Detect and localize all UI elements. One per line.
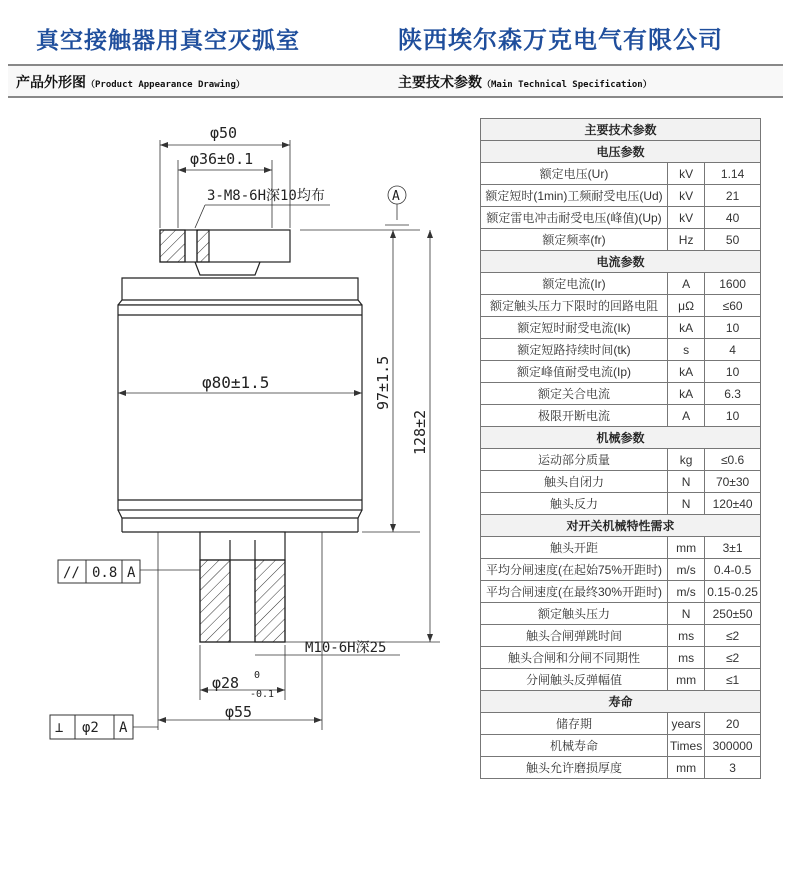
spec-row: [481, 361, 761, 383]
spec-param: 额定频率(fr): [481, 229, 668, 251]
spec-value: 4: [705, 339, 761, 361]
spec-row: [481, 229, 761, 251]
dim-97: 97±1.5: [374, 355, 392, 410]
spec-param: 触头允许磨损厚度: [481, 757, 668, 779]
spec-param: 触头开距: [481, 537, 668, 559]
dim-d28-lower: -0.1: [250, 689, 275, 700]
spec-row: [481, 757, 761, 779]
dim-128: 128±2: [411, 409, 429, 455]
spec-value: 21: [705, 185, 761, 207]
top-flange-hatch-left: [160, 230, 185, 262]
spec-value: ≤2: [705, 625, 761, 647]
thread-bottom: M10-6H深25: [305, 640, 387, 656]
spec-unit: kV: [668, 207, 705, 229]
spec-group-header: [481, 427, 761, 449]
spec-param: 额定短时(1min)工频耐受电压(Ud): [481, 185, 668, 207]
spec-param: 额定峰值耐受电流(Ip): [481, 361, 668, 383]
dim-d28: φ28: [212, 674, 240, 692]
spec-unit: mm: [668, 537, 705, 559]
tol-perp-datum: A: [119, 720, 128, 736]
spec-row: [481, 405, 761, 427]
spec-value: 300000: [705, 735, 761, 757]
dim-d50: φ50: [210, 124, 238, 142]
spec-group-header: [481, 515, 761, 537]
spec-unit: kV: [668, 185, 705, 207]
page-title: 真空接触器用真空灭弧室: [36, 28, 300, 54]
tol-perp-symbol: ⊥: [55, 720, 64, 736]
spec-unit: N: [668, 603, 705, 625]
spec-row: [481, 273, 761, 295]
spec-table: [480, 118, 761, 779]
spec-param: 平均分闸速度(在起始75%开距时): [481, 559, 668, 581]
spec-row: [481, 669, 761, 691]
dim-d80: φ80±1.5: [202, 373, 270, 392]
spec-param: 分闸触头反弹幅值: [481, 669, 668, 691]
spec-table-title-row: [481, 119, 761, 141]
bottom-stem-hatch-right: [255, 560, 285, 642]
spec-row: [481, 207, 761, 229]
spec-row: [481, 317, 761, 339]
spec-param: 额定触头压力下限时的回路电阻: [481, 295, 668, 317]
spec-group-name: 电流参数: [481, 251, 761, 273]
dim-d55: φ55: [225, 703, 253, 721]
spec-value: 3±1: [705, 537, 761, 559]
spec-group-header: [481, 691, 761, 713]
spec-group-name: 寿命: [481, 691, 761, 713]
spec-unit: ms: [668, 625, 705, 647]
spec-value: 0.4-0.5: [705, 559, 761, 581]
spec-param: 运动部分质量: [481, 449, 668, 471]
spec-value: ≤1: [705, 669, 761, 691]
spec-row: [481, 537, 761, 559]
spec-row: [481, 625, 761, 647]
spec-param: 额定电压(Ur): [481, 163, 668, 185]
spec-param: 额定短路持续时间(tk): [481, 339, 668, 361]
spec-unit: N: [668, 471, 705, 493]
spec-param: 触头自闭力: [481, 471, 668, 493]
spec-value: 120±40: [705, 493, 761, 515]
spec-unit: mm: [668, 669, 705, 691]
spec-row: [481, 647, 761, 669]
drawing-section-title: [16, 72, 245, 92]
company-name: 陕西埃尔森万克电气有限公司: [398, 26, 723, 54]
tol-parallel-value: 0.8: [92, 565, 118, 581]
spec-row: [481, 581, 761, 603]
spec-value: ≤60: [705, 295, 761, 317]
spec-group-name: 电压参数: [481, 141, 761, 163]
spec-unit: kA: [668, 383, 705, 405]
spec-param: 极限开断电流: [481, 405, 668, 427]
spec-param: 额定雷电冲击耐受电压(峰值)(Up): [481, 207, 668, 229]
spec-value: 250±50: [705, 603, 761, 625]
spec-value: 6.3: [705, 383, 761, 405]
spec-value: 20: [705, 713, 761, 735]
spec-param: 触头合闸和分闸不同期性: [481, 647, 668, 669]
spec-value: 1.14: [705, 163, 761, 185]
spec-group-name: 机械参数: [481, 427, 761, 449]
spec-value: 50: [705, 229, 761, 251]
top-flange-hatch-right: [197, 230, 209, 262]
bottom-shoulder: [118, 510, 362, 518]
tol-parallel-datum: A: [127, 565, 136, 581]
spec-row: [481, 339, 761, 361]
spec-unit: μΩ: [668, 295, 705, 317]
spec-row: [481, 493, 761, 515]
spec-row: [481, 603, 761, 625]
spec-param: 触头反力: [481, 493, 668, 515]
drawing-section-title-cn: 产品外形图: [16, 75, 86, 91]
spec-value: 40: [705, 207, 761, 229]
spec-group-header: [481, 251, 761, 273]
spec-unit: years: [668, 713, 705, 735]
spec-row: [481, 295, 761, 317]
spec-param: 平均合闸速度(在最终30%开距时): [481, 581, 668, 603]
spec-unit: m/s: [668, 559, 705, 581]
spec-unit: kV: [668, 163, 705, 185]
spec-row: [481, 163, 761, 185]
spec-unit: m/s: [668, 581, 705, 603]
spec-unit: s: [668, 339, 705, 361]
spec-param: 机械寿命: [481, 735, 668, 757]
spec-unit: N: [668, 493, 705, 515]
spec-row: [481, 559, 761, 581]
spec-value: 0.15-0.25: [705, 581, 761, 603]
spec-section-title-en: （Main Technical Specification）: [482, 80, 652, 90]
spec-unit: Times: [668, 735, 705, 757]
dim-d28-upper: 0: [254, 670, 261, 681]
parallel-tolerance-frame: [58, 560, 140, 583]
spec-unit: A: [668, 273, 705, 295]
datum-a: A: [392, 189, 400, 204]
spec-group-name: 对开关机械特性需求: [481, 515, 761, 537]
spec-value: 3: [705, 757, 761, 779]
spec-unit: Hz: [668, 229, 705, 251]
spec-value: ≤0.6: [705, 449, 761, 471]
spec-group-header: [481, 141, 761, 163]
dim-d36: φ36±0.1: [190, 150, 254, 168]
spec-value: ≤2: [705, 647, 761, 669]
bottom-stem-hatch-left: [200, 560, 230, 642]
tol-perp-value: φ2: [82, 720, 99, 736]
spec-value: 70±30: [705, 471, 761, 493]
spec-param: 额定电流(Ir): [481, 273, 668, 295]
spec-value: 1600: [705, 273, 761, 295]
spec-param: 储存期: [481, 713, 668, 735]
spec-unit: kg: [668, 449, 705, 471]
thread-top: 3-M8-6H深10均布: [207, 188, 325, 204]
spec-param: 额定短时耐受电流(Ik): [481, 317, 668, 339]
spec-section-title: [398, 72, 652, 92]
spec-param: 额定触头压力: [481, 603, 668, 625]
spec-section-title-cn: 主要技术参数: [398, 75, 482, 91]
spec-unit: A: [668, 405, 705, 427]
spec-row: [481, 735, 761, 757]
perp-tolerance-frame: [50, 715, 133, 739]
tol-parallel-symbol: //: [63, 565, 80, 581]
spec-row: [481, 449, 761, 471]
appearance-drawing: [0, 100, 470, 760]
spec-unit: ms: [668, 647, 705, 669]
spec-param: 触头合闸弹跳时间: [481, 625, 668, 647]
top-shoulder: [122, 278, 358, 300]
top-neck: [195, 262, 260, 275]
spec-unit: kA: [668, 317, 705, 339]
spec-table-title: 主要技术参数: [481, 119, 761, 141]
spec-row: [481, 471, 761, 493]
spec-value: 10: [705, 405, 761, 427]
section-header-bar: [8, 64, 783, 98]
spec-row: [481, 383, 761, 405]
spec-row: [481, 185, 761, 207]
spec-param: 额定关合电流: [481, 383, 668, 405]
main-body: [118, 305, 362, 510]
spec-value: 10: [705, 361, 761, 383]
spec-unit: kA: [668, 361, 705, 383]
spec-unit: mm: [668, 757, 705, 779]
spec-value: 10: [705, 317, 761, 339]
drawing-section-title-en: （Product Appearance Drawing）: [86, 80, 245, 90]
spec-row: [481, 713, 761, 735]
